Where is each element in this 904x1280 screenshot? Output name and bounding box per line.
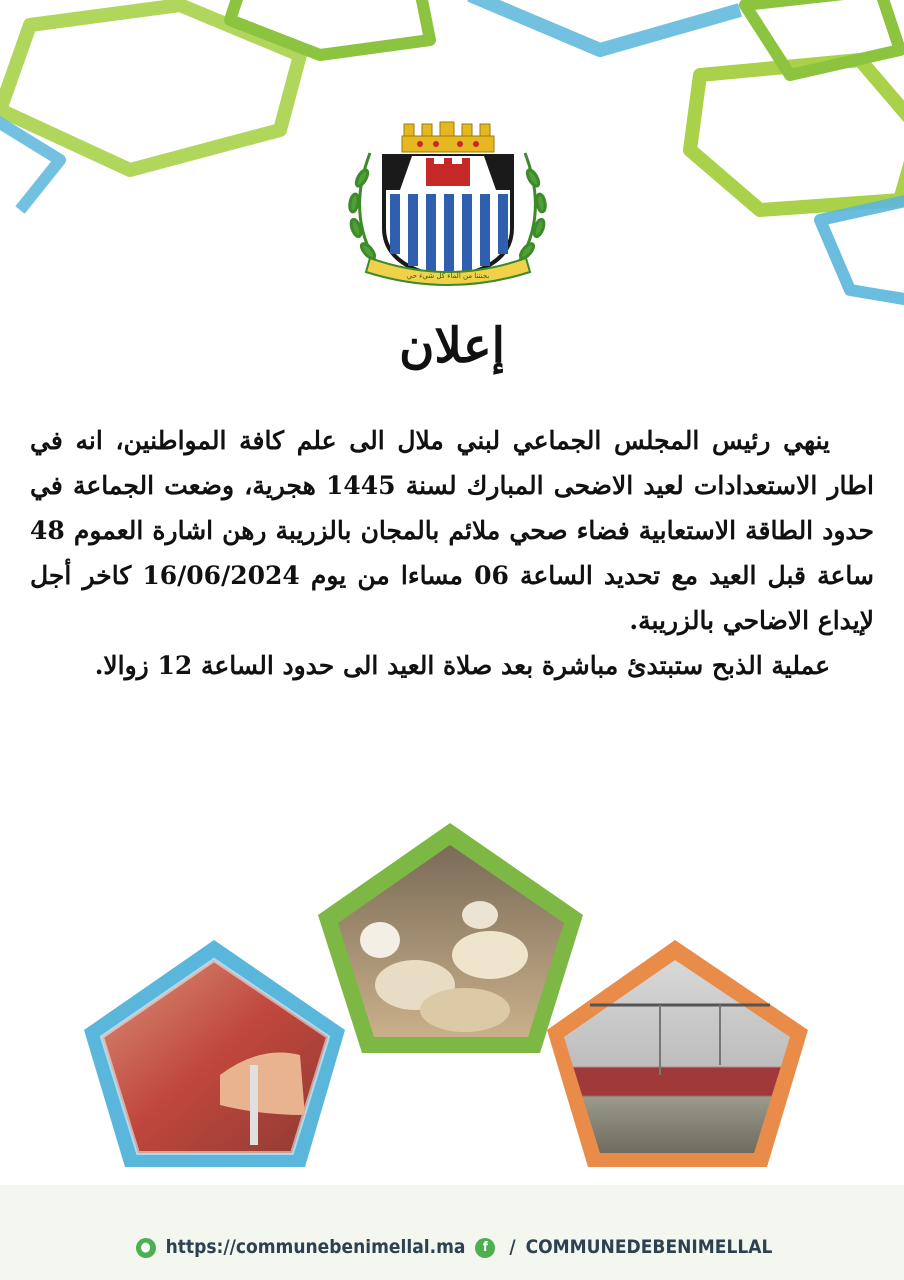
sheep-photo: [318, 823, 583, 1053]
announcement-body: [30, 418, 874, 688]
crest-motto: بجنتنا من الماء كل شيء حي: [406, 272, 490, 280]
slaughterhouse-photo: [547, 940, 808, 1167]
footer-pattern: [0, 1185, 904, 1280]
municipality-crest-logo: [340, 118, 555, 290]
photo-collage: [70, 815, 830, 1185]
website-link[interactable]: https://communebenimellal.ma: [165, 1236, 466, 1258]
footer-separator: /: [509, 1236, 516, 1258]
facebook-icon: f: [475, 1238, 495, 1258]
announcement-paragraph: عملية الذبح ستبتدئ مباشرة بعد صلاة العيد الى حدود الساعة 12 زوالا.: [94, 651, 830, 680]
facebook-page-link[interactable]: COMMUNEDEBENIMELLAL: [525, 1236, 773, 1258]
decor-hexagon: [690, 60, 904, 210]
announcement-paragraph: ينهي رئيس المجلس الجماعي لبني ملال الى علم كافة المواطنين، انه في اطار الاستعدادات لعيد الاضحى المبارك لسنة 1445 هجرية، وضعت الجماعة في حدود الطاقة الاستعابية فضاء صحي ملائم بالمجان بالزريبة رهن اشارة العموم 48 ساعة قبل العيد مع تحديد الساعة 06 مساءا من يوم 16/06/2024 كاخر أجل لإيداع الاضاحي بالزريبة.: [30, 426, 874, 635]
butcher-photo: [84, 940, 345, 1167]
footer-contact: [0, 1236, 904, 1258]
decor-hexagon: [230, 0, 430, 55]
decor-line: [470, 0, 740, 50]
globe-icon: ●: [136, 1238, 156, 1258]
decor-hexagon: [820, 200, 904, 300]
announcement-title: إعلان: [399, 318, 505, 374]
